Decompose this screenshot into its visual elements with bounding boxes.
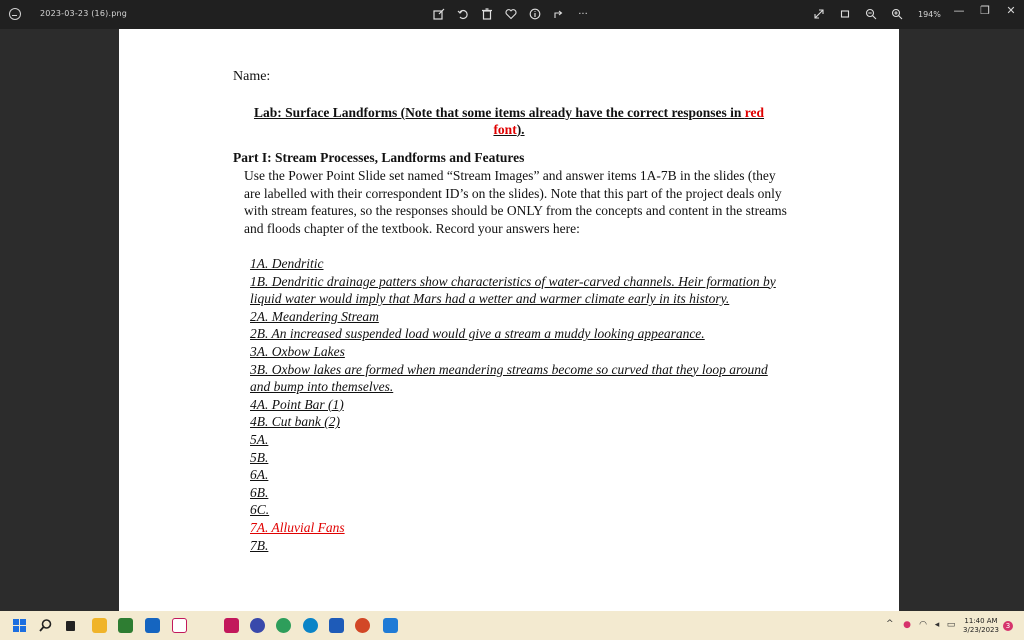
zoom-in-icon[interactable] <box>890 7 904 21</box>
lab-title-text: Lab: Surface Landforms (Note that some items already have the correct responses in <box>253 105 745 120</box>
fullscreen-icon[interactable] <box>812 7 826 21</box>
title-bar <box>0 0 1024 29</box>
zoom-level[interactable]: 194% <box>918 9 941 19</box>
taskbar <box>0 611 1024 640</box>
answer-5b: 5B. <box>250 449 269 465</box>
security-icon[interactable]: ● <box>903 620 911 630</box>
instructions: Use the Power Point Slide set named “Stream Images” and answer items 1A-7B in the slides (they are labelled with their correspondent ID’s on the slides). Note that this part of the project deals only with stream features, so the responses should be ONLY from the concepts and content in the streams and floods chapter of the textbook. Record your answers here: <box>244 168 787 236</box>
file-name: 2023-03-23 (16).png <box>40 9 128 18</box>
photos-viewer-icon[interactable] <box>383 618 398 633</box>
answer-6c: 6C. <box>250 502 270 518</box>
document-image <box>119 29 899 611</box>
close-button[interactable]: ✕ <box>1006 3 1016 17</box>
answer-6a: 6A. <box>250 467 269 483</box>
answer-2a: 2A. Meandering Stream <box>250 308 379 324</box>
task-view-icon[interactable] <box>66 621 75 631</box>
name-label: Name: <box>233 69 271 84</box>
battery-icon[interactable]: ▭ <box>946 620 956 630</box>
volume-icon[interactable]: ◂ <box>934 620 940 630</box>
answer-2b: 2B. An increased suspended load would give a stream a muddy looking appearance. <box>250 326 705 342</box>
share-icon[interactable] <box>552 7 566 21</box>
lab-title-end: ). <box>516 122 525 137</box>
clock[interactable] <box>960 617 1002 635</box>
answer-3a: 3A. Oxbow Lakes <box>250 343 345 359</box>
part-heading: Part I: Stream Processes, Landforms and Features <box>233 150 525 165</box>
answer-1b: 1B. Dendritic drainage patters show characteristics of water-carved channels. Heir formation by liquid water would imply that Mars had a wetter and warmer climate early in its history. <box>250 273 776 307</box>
powerpoint-icon[interactable] <box>355 618 370 633</box>
lab-title-red-text: red font <box>493 105 765 137</box>
mail-icon[interactable] <box>145 618 160 633</box>
restore-button[interactable]: ❐ <box>980 3 990 17</box>
crop-icon[interactable] <box>838 7 852 21</box>
chrome-icon[interactable] <box>276 618 291 633</box>
search-icon[interactable] <box>38 618 53 633</box>
start-icon[interactable] <box>13 619 26 632</box>
edge-icon[interactable] <box>303 618 318 633</box>
info-icon[interactable] <box>528 7 542 21</box>
view-tools <box>812 6 941 22</box>
answer-7b: 7B. <box>250 537 269 553</box>
photos-icon[interactable] <box>172 618 187 633</box>
edit-icon[interactable] <box>432 7 446 21</box>
image-viewer[interactable] <box>0 29 1024 611</box>
date: 3/23/2023 <box>963 626 999 634</box>
store-icon[interactable] <box>118 618 133 633</box>
toolbar <box>432 6 590 22</box>
photos-app-icon <box>9 8 21 20</box>
more-icon[interactable]: ··· <box>578 8 588 20</box>
delete-icon[interactable] <box>480 7 494 21</box>
wifi-icon[interactable]: ◠ <box>919 620 927 630</box>
time: 11:40 AM <box>964 617 998 625</box>
minimize-button[interactable]: — <box>953 3 965 17</box>
tray-overflow-icon[interactable]: ^ <box>886 619 894 629</box>
browser-icon[interactable] <box>250 618 265 633</box>
answer-5a: 5A. <box>250 431 269 447</box>
app-icon[interactable] <box>224 618 239 633</box>
answer-1a: 1A. Dendritic <box>250 256 324 271</box>
zoom-out-icon[interactable] <box>864 7 878 21</box>
answer-4b: 4B. Cut bank (2) <box>250 414 340 430</box>
window-controls <box>946 0 1024 29</box>
rotate-icon[interactable] <box>456 7 470 21</box>
word-icon[interactable] <box>329 618 344 633</box>
answer-3b: 3B. Oxbow lakes are formed when meandering streams become so curved that they loop around and bump into themselves. <box>250 361 768 395</box>
answer-list <box>250 255 790 554</box>
answer-6b: 6B. <box>250 484 269 500</box>
favorite-icon[interactable] <box>504 7 518 21</box>
file-explorer-icon[interactable] <box>92 618 107 633</box>
answer-7a: 7A. Alluvial Fans <box>250 519 345 535</box>
lab-title <box>239 104 779 138</box>
notification-badge[interactable]: 3 <box>1003 621 1013 631</box>
answer-4a: 4A. Point Bar (1) <box>250 396 344 412</box>
